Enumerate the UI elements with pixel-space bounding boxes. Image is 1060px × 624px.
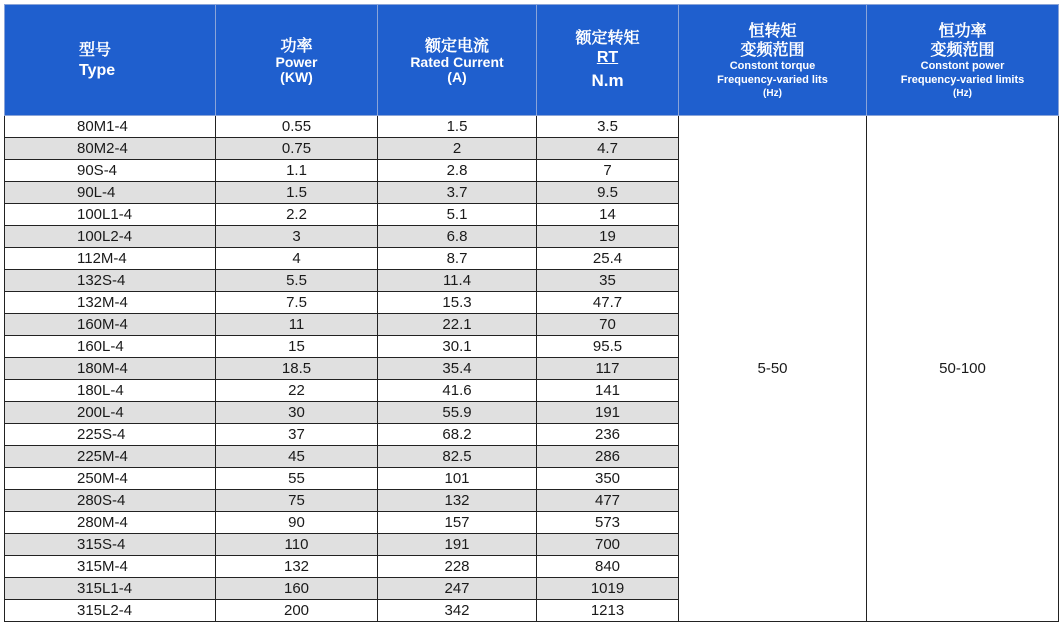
cell-current: 30.1 — [378, 336, 537, 358]
cell-type: 160M-4 — [5, 314, 216, 336]
cell-current: 228 — [378, 556, 537, 578]
cell-type: 200L-4 — [5, 402, 216, 424]
cell-current: 2 — [378, 138, 537, 160]
cell-type: 315M-4 — [5, 556, 216, 578]
cell-power: 22 — [216, 380, 378, 402]
cell-power: 160 — [216, 578, 378, 600]
cell-type: 100L2-4 — [5, 226, 216, 248]
cell-current: 35.4 — [378, 358, 537, 380]
cell-power: 3 — [216, 226, 378, 248]
header-type-zh: 型号 — [79, 40, 112, 59]
cell-torque: 286 — [537, 446, 679, 468]
cell-power: 2.2 — [216, 204, 378, 226]
cell-torque: 25.4 — [537, 248, 679, 270]
header-current-en: Rated Current — [410, 53, 504, 70]
cell-power: 15 — [216, 336, 378, 358]
cell-torque: 14 — [537, 204, 679, 226]
cell-power: 75 — [216, 490, 378, 512]
cell-type: 160L-4 — [5, 336, 216, 358]
cell-torque: 141 — [537, 380, 679, 402]
cell-type: 315S-4 — [5, 534, 216, 556]
cell-type: 100L1-4 — [5, 204, 216, 226]
cell-type: 180M-4 — [5, 358, 216, 380]
header-power-zh: 功率 — [280, 35, 313, 55]
cell-power: 200 — [216, 600, 378, 622]
header-type-en: Type — [79, 62, 116, 79]
cell-power: 4 — [216, 248, 378, 270]
cell-current: 68.2 — [378, 424, 537, 446]
spec-table-container — [4, 4, 1059, 622]
cell-power: 5.5 — [216, 270, 378, 292]
cell-power: 37 — [216, 424, 378, 446]
cell-power: 110 — [216, 534, 378, 556]
cell-type: 250M-4 — [5, 468, 216, 490]
cell-current: 41.6 — [378, 380, 537, 402]
cell-power: 1.1 — [216, 160, 378, 182]
table-row — [5, 116, 1059, 138]
cell-type: 90L-4 — [5, 182, 216, 204]
cell-torque: 1019 — [537, 578, 679, 600]
header-ct-en1: Constont torque — [729, 59, 816, 72]
header-ct-zh2: 变频范围 — [740, 39, 805, 59]
motor-spec-table — [4, 4, 1059, 622]
cell-torque: 3.5 — [537, 116, 679, 138]
cell-power: 0.75 — [216, 138, 378, 160]
cell-torque: 19 — [537, 226, 679, 248]
cell-torque: 191 — [537, 402, 679, 424]
header-current-zh: 额定电流 — [424, 35, 489, 55]
cell-torque: 573 — [537, 512, 679, 534]
header-power-en: Power — [275, 53, 318, 70]
cell-power: 90 — [216, 512, 378, 534]
header-power-unit: (KW) — [280, 68, 313, 85]
cell-power: 1.5 — [216, 182, 378, 204]
cell-type: 225S-4 — [5, 424, 216, 446]
cell-power: 0.55 — [216, 116, 378, 138]
cell-power: 45 — [216, 446, 378, 468]
cell-current: 132 — [378, 490, 537, 512]
cell-power: 18.5 — [216, 358, 378, 380]
cell-type: 225M-4 — [5, 446, 216, 468]
header-cp-zh1: 恒功率 — [938, 20, 987, 40]
constant-power-range: 50-100 — [867, 116, 1059, 622]
cell-torque: 700 — [537, 534, 679, 556]
header-torque — [537, 5, 679, 116]
cell-torque: 9.5 — [537, 182, 679, 204]
cell-type: 132S-4 — [5, 270, 216, 292]
cell-current: 3.7 — [378, 182, 537, 204]
cell-torque: 477 — [537, 490, 679, 512]
cell-torque: 236 — [537, 424, 679, 446]
cell-type: 315L2-4 — [5, 600, 216, 622]
cell-torque: 4.7 — [537, 138, 679, 160]
cell-current: 5.1 — [378, 204, 537, 226]
cell-torque: 1213 — [537, 600, 679, 622]
cell-power: 132 — [216, 556, 378, 578]
cell-type: 180L-4 — [5, 380, 216, 402]
header-cp-en2: Frequency-varied limits — [900, 73, 1025, 86]
cell-type: 80M1-4 — [5, 116, 216, 138]
cell-current: 1.5 — [378, 116, 537, 138]
header-power — [216, 5, 378, 116]
cell-current: 2.8 — [378, 160, 537, 182]
cell-type: 280M-4 — [5, 512, 216, 534]
cell-current: 55.9 — [378, 402, 537, 424]
cell-torque: 7 — [537, 160, 679, 182]
cell-current: 101 — [378, 468, 537, 490]
cell-power: 55 — [216, 468, 378, 490]
cell-current: 82.5 — [378, 446, 537, 468]
cell-current: 191 — [378, 534, 537, 556]
header-ct-zh1: 恒转矩 — [748, 20, 797, 40]
cell-current: 247 — [378, 578, 537, 600]
cell-type: 132M-4 — [5, 292, 216, 314]
cell-current: 11.4 — [378, 270, 537, 292]
header-torque-rt: RT — [596, 48, 619, 66]
cell-torque: 117 — [537, 358, 679, 380]
cell-current: 342 — [378, 600, 537, 622]
spec-table-body — [5, 116, 1059, 622]
cell-type: 280S-4 — [5, 490, 216, 512]
cell-type: 90S-4 — [5, 160, 216, 182]
cell-power: 11 — [216, 314, 378, 336]
cell-torque: 350 — [537, 468, 679, 490]
header-torque-zh: 额定转矩 — [575, 27, 640, 47]
header-torque-unit: N.m — [591, 70, 624, 90]
cell-current: 6.8 — [378, 226, 537, 248]
header-type — [5, 5, 216, 116]
header-cp-unit: (Hz) — [953, 87, 972, 99]
cell-torque: 840 — [537, 556, 679, 578]
header-current-unit: (A) — [447, 68, 467, 85]
cell-power: 7.5 — [216, 292, 378, 314]
header-ct-unit: (Hz) — [763, 87, 782, 99]
cell-current: 8.7 — [378, 248, 537, 270]
header-ct-en2: Frequency-varied lits — [717, 73, 828, 86]
header-constant-torque — [679, 5, 867, 116]
constant-torque-range: 5-50 — [679, 116, 867, 622]
header-cp-zh2: 变频范围 — [930, 39, 995, 59]
cell-current: 157 — [378, 512, 537, 534]
cell-torque: 47.7 — [537, 292, 679, 314]
header-constant-power — [867, 5, 1059, 116]
header-cp-en1: Constont power — [920, 59, 1005, 72]
header-current — [378, 5, 537, 116]
cell-type: 315L1-4 — [5, 578, 216, 600]
header-row — [5, 5, 1059, 116]
cell-torque: 95.5 — [537, 336, 679, 358]
cell-type: 80M2-4 — [5, 138, 216, 160]
cell-current: 22.1 — [378, 314, 537, 336]
cell-torque: 35 — [537, 270, 679, 292]
cell-power: 30 — [216, 402, 378, 424]
cell-type: 112M-4 — [5, 248, 216, 270]
cell-current: 15.3 — [378, 292, 537, 314]
cell-torque: 70 — [537, 314, 679, 336]
